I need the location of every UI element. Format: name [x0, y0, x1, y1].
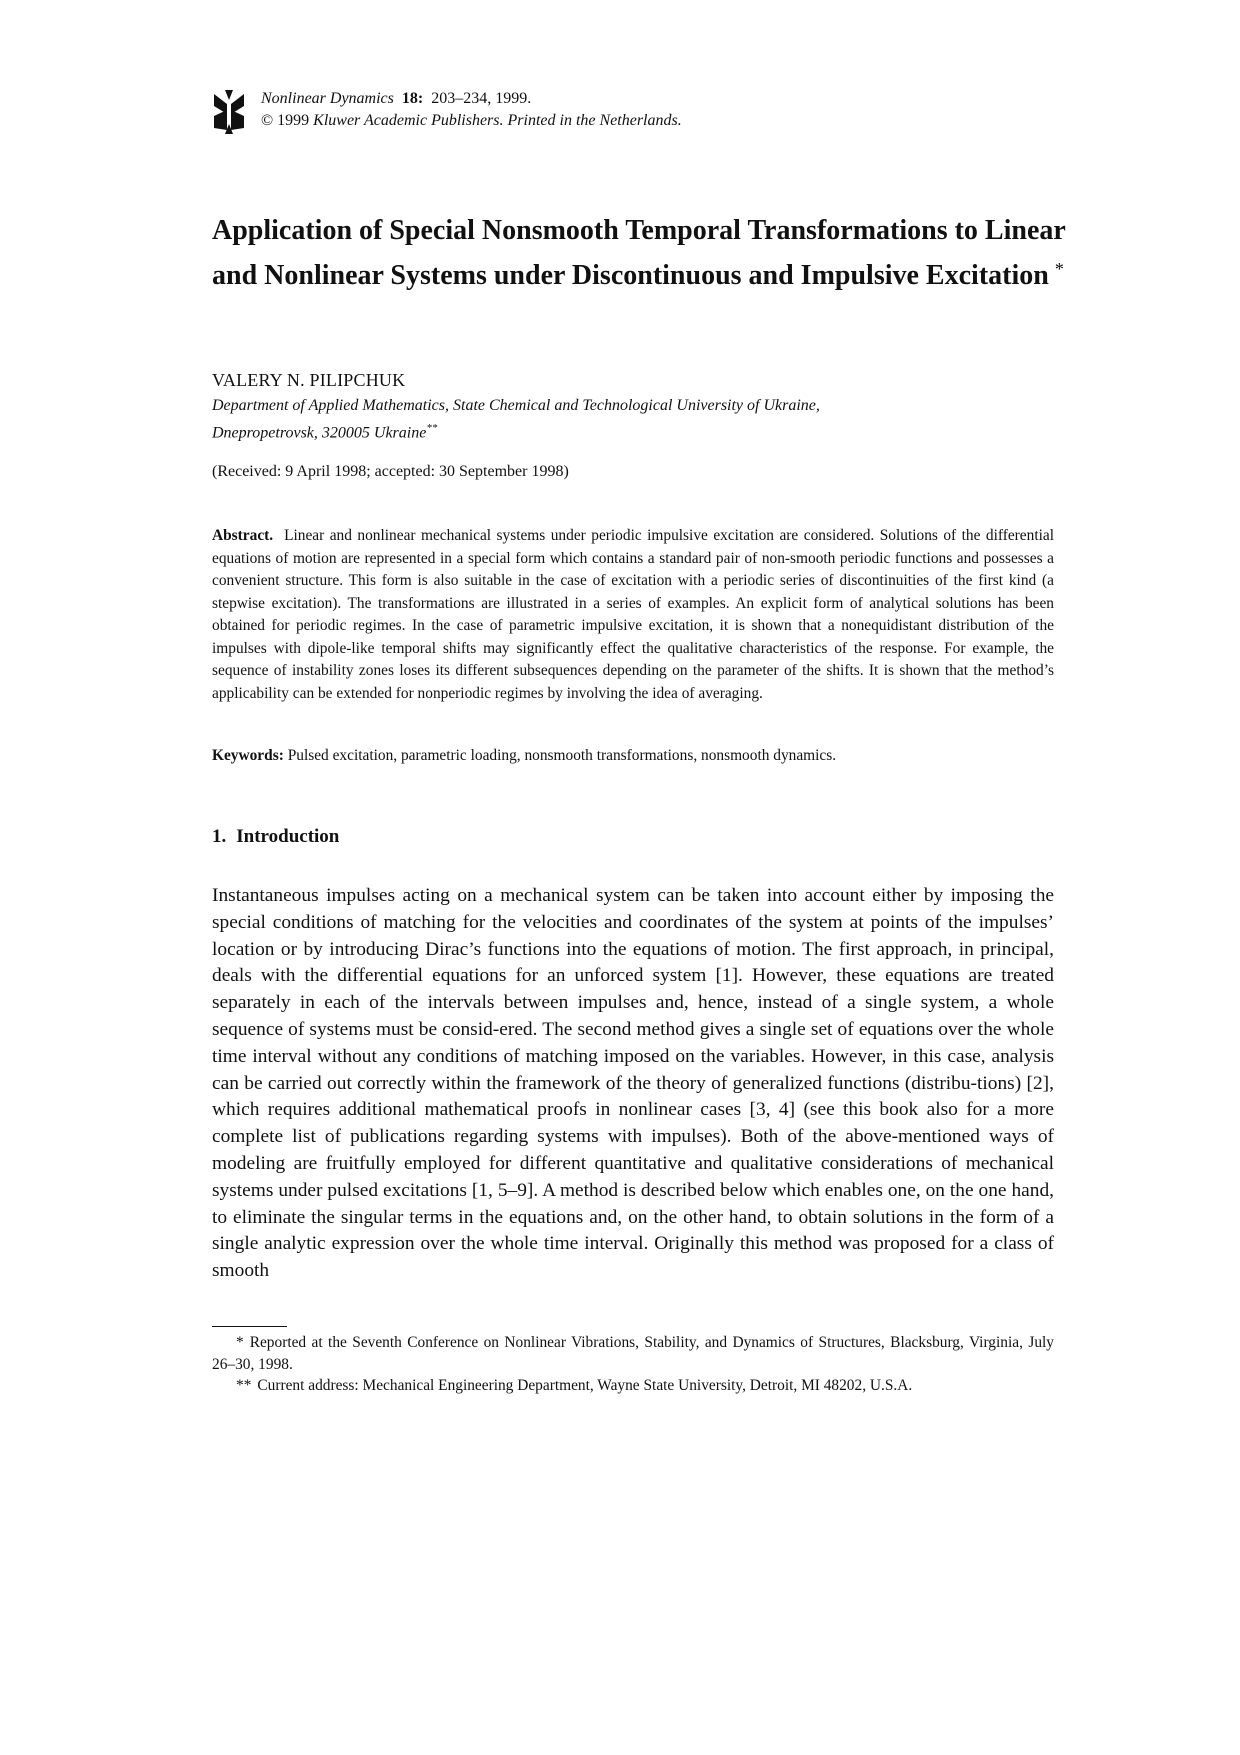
section-title: Introduction [236, 826, 340, 847]
paper-title-text: Application of Special Nonsmooth Temporal Transformations to Linear and Nonlinear Systems under Discontinuous and Impulsive Excitation [212, 215, 1066, 291]
title-footnote-mark: * [1054, 259, 1064, 279]
abstract [212, 525, 1054, 705]
abstract-label: Abstract. [212, 527, 274, 544]
affiliation-footnote-mark: ** [426, 422, 438, 434]
footnote-mark: ** [236, 1377, 252, 1394]
copyright-year: 1999 [277, 112, 310, 129]
journal-pages-year: 203–234, 1999. [431, 90, 532, 107]
keywords-text: Pulsed excitation, parametric loading, nonsmooth transformations, nonsmooth dynamics. [287, 747, 837, 764]
publisher-line: Kluwer Academic Publishers. Printed in the Netherlands. [313, 112, 682, 129]
footnote-2 [212, 1375, 1054, 1397]
abstract-text: Linear and nonlinear mechanical systems under periodic impulsive excitation are considered. Solutions of the differential equations of motion are represented in a special form which contains a standard pair of non-smooth periodic functions and possesses a convenient structure. This form is also suitable in the case of excitation with a periodic series of discontinuities of the first kind (a stepwise excitation). The transformations are illustrated in a series of examples. An explicit form of analytical solutions has been obtained for periodic regimes. In the case of parametric impulsive excitation, it is shown that a nonequidistant distribution of the impulses with dipole-like temporal shifts may significantly effect the qualitative characteristics of the response. For example, the sequence of instability zones loses its different subsequences depending on the parameter of the shifts. It is shown that the method’s applicability can be extended for nonperiodic regimes by involving the idea of averaging. [212, 527, 1054, 702]
journal-citation [261, 89, 531, 109]
body-paragraph: Instantaneous impulses acting on a mechanical system can be taken into account either by imposing the special conditions of matching for the velocities and coordinates of the system at points of the impulses’ location or by introducing Dirac’s functions into the equations of motion. The first approach, in principal, deals with the differential equations for an unforced system [1]. However, these equations are treated separately in each of the intervals between impulses and, hence, instead of a single system, a whole sequence of systems must be consid-ered. The second method gives a single set of equations over the whole time interval without any conditions of matching imposed on the variables. However, in this case, analysis can be carried out correctly within the framework of the theory of generalized functions (distribu-tions) [2], which requires additional mathematical proofs in nonlinear cases [3, 4] (see this book also for a more complete list of publications regarding systems with impulses). Both of the above-mentioned ways of modeling are fruitfully employed for different quantitative and qualitative considerations of mechanical systems under pulsed excitations [1, 5–9]. A method is described below which enables one, on the one hand, to eliminate the singular terms in the equations and, on the other hand, to obtain solutions in the form of a single analytic expression over the whole time interval. Originally this method was proposed for a class of smooth [212, 885, 1054, 1282]
kluwer-logo-icon [212, 90, 246, 134]
affiliation-line-2: Dnepropetrovsk, 320005 Ukraine [212, 424, 427, 442]
affiliation-line-1: Department of Applied Mathematics, State Chemical and Technological University of Ukraine, [212, 397, 820, 414]
keywords-label: Keywords: [212, 747, 284, 764]
footnote-1 [212, 1332, 1054, 1375]
footnote-mark: * [236, 1334, 244, 1351]
journal-volume: 18: [401, 90, 424, 107]
footnotes [212, 1332, 1054, 1397]
author-name: VALERY N. PILIPCHUK [212, 370, 406, 390]
copyright-line [261, 111, 682, 131]
copyright-symbol: © [261, 112, 274, 129]
journal-name: Nonlinear Dynamics [261, 90, 394, 107]
footnote-divider [212, 1326, 287, 1327]
author-affiliation [212, 395, 1072, 444]
keywords [212, 745, 1054, 767]
section-heading [212, 825, 339, 849]
footnote-text: Current address: Mechanical Engineering Department, Wayne State University, Detroit, MI 48202, U.S.A. [257, 1377, 913, 1394]
paper-title [212, 212, 1072, 295]
footnote-text: Reported at the Seventh Conference on Nonlinear Vibrations, Stability, and Dynamics of Structures, Blacksburg, Virginia, July 26–30, 1998. [212, 1334, 1054, 1373]
received-dates: (Received: 9 April 1998; accepted: 30 September 1998) [212, 463, 569, 480]
section-number: 1. [212, 826, 227, 847]
